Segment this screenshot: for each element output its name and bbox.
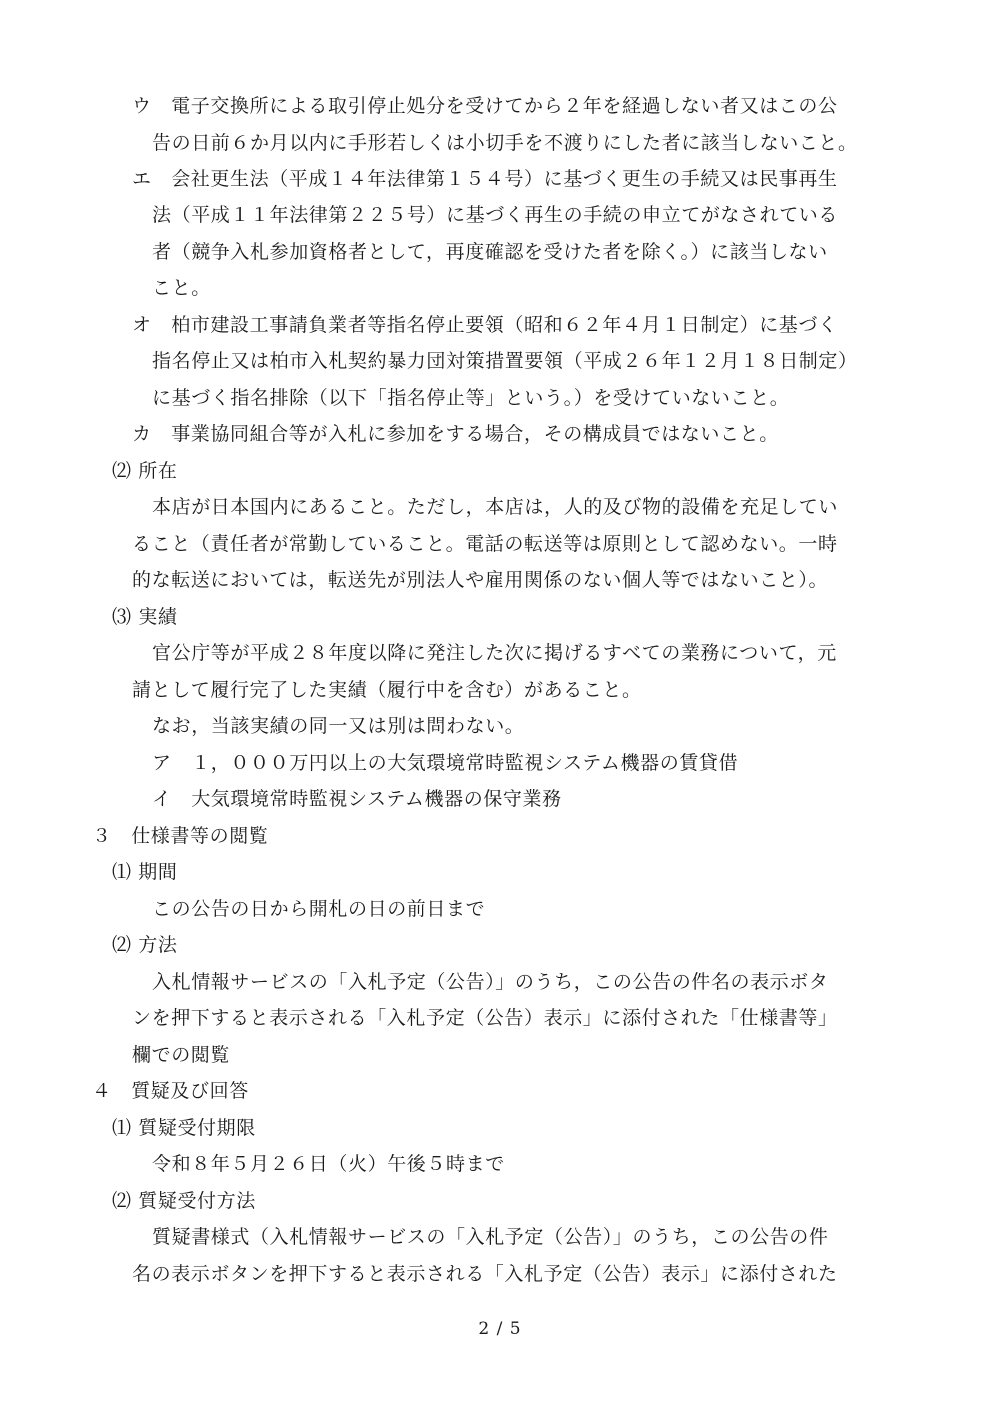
method-line-2: ンを押下すると表示される「入札予定（公告）表示」に添付された「仕様書等」 bbox=[132, 1007, 838, 1029]
location-line-2: ること（責任者が常勤していること。電話の転送等は原則として認めない。一時 bbox=[132, 533, 838, 555]
item-o-line-1: オ 柏市建設工事請負業者等指名停止要領（昭和６２年４月１日制定）に基づく bbox=[132, 314, 838, 336]
location-line-1: 本店が日本国内にあること。ただし，本店は，人的及び物的設備を充足してい bbox=[152, 496, 839, 518]
record-line-2: 請として履行完了した実績（履行中を含む）があること。 bbox=[132, 679, 642, 701]
item-e-line-2: 法（平成１１年法律第２２５号）に基づく再生の手続の申立てがなされている bbox=[152, 204, 839, 226]
subsection-heading-period: ⑴ 期間 bbox=[112, 861, 178, 883]
subsection-heading-deadline: ⑴ 質疑受付期限 bbox=[112, 1117, 256, 1139]
location-line-3: 的な転送においては，転送先が別法人や雇用関係のない個人等ではないこと）。 bbox=[132, 569, 829, 591]
period-line-1: この公告の日から開札の日の前日まで bbox=[152, 898, 486, 920]
submission-method-line-2: 名の表示ボタンを押下すると表示される「入札予定（公告）表示」に添付された bbox=[132, 1263, 838, 1285]
submission-method-line-1: 質疑書様式（入札情報サービスの「入札予定（公告）」のうち，この公告の件 bbox=[152, 1226, 829, 1248]
record-line-3: なお，当該実績の同一又は別は問わない。 bbox=[152, 715, 525, 737]
subsection-heading-location: ⑵ 所在 bbox=[112, 460, 178, 482]
item-e-line-1: エ 会社更生法（平成１４年法律第１５４号）に基づく更生の手続又は民事再生 bbox=[132, 168, 838, 190]
method-line-3: 欄での閲覧 bbox=[132, 1044, 231, 1066]
item-u-line-2: 告の日前６か月以内に手形若しくは小切手を不渡りにした者に該当しないこと。 bbox=[152, 132, 858, 154]
item-u-line-1: ウ 電子交換所による取引停止処分を受けてから２年を経過しない者又はこの公 bbox=[132, 95, 838, 117]
subsection-heading-record: ⑶ 実績 bbox=[112, 606, 178, 628]
section-heading-4: ４ 質疑及び回答 bbox=[92, 1080, 249, 1102]
item-o-line-2: 指名停止又は柏市入札契約暴力団対策措置要領（平成２６年１２月１８日制定） bbox=[152, 350, 858, 372]
method-line-1: 入札情報サービスの「入札予定（公告）」のうち，この公告の件名の表示ボタ bbox=[152, 971, 829, 993]
subsection-heading-method: ⑵ 方法 bbox=[112, 934, 178, 956]
section-heading-3: ３ 仕様書等の閲覧 bbox=[92, 825, 269, 847]
subsection-heading-submission-method: ⑵ 質疑受付方法 bbox=[112, 1190, 256, 1212]
record-item-a: ア １，０００万円以上の大気環境常時監視システム機器の賃貸借 bbox=[152, 752, 739, 774]
item-ka-line-1: カ 事業協同組合等が入札に参加をする場合，その構成員ではないこと。 bbox=[132, 423, 779, 445]
deadline-line-1: 令和８年５月２６日（火）午後５時まで bbox=[152, 1153, 505, 1175]
item-e-line-4: こと。 bbox=[152, 277, 211, 299]
item-o-line-3: に基づく指名排除（以下「指名停止等」という。）を受けていないこと。 bbox=[152, 387, 790, 409]
record-item-i: イ 大気環境常時監視システム機器の保守業務 bbox=[152, 788, 562, 810]
page-number: 2 / 5 bbox=[478, 1319, 522, 1339]
item-e-line-3: 者（競争入札参加資格者として，再度確認を受けた者を除く。）に該当しない bbox=[152, 241, 828, 263]
record-line-1: 官公庁等が平成２８年度以降に発注した次に掲げるすべての業務について，元 bbox=[152, 642, 837, 664]
